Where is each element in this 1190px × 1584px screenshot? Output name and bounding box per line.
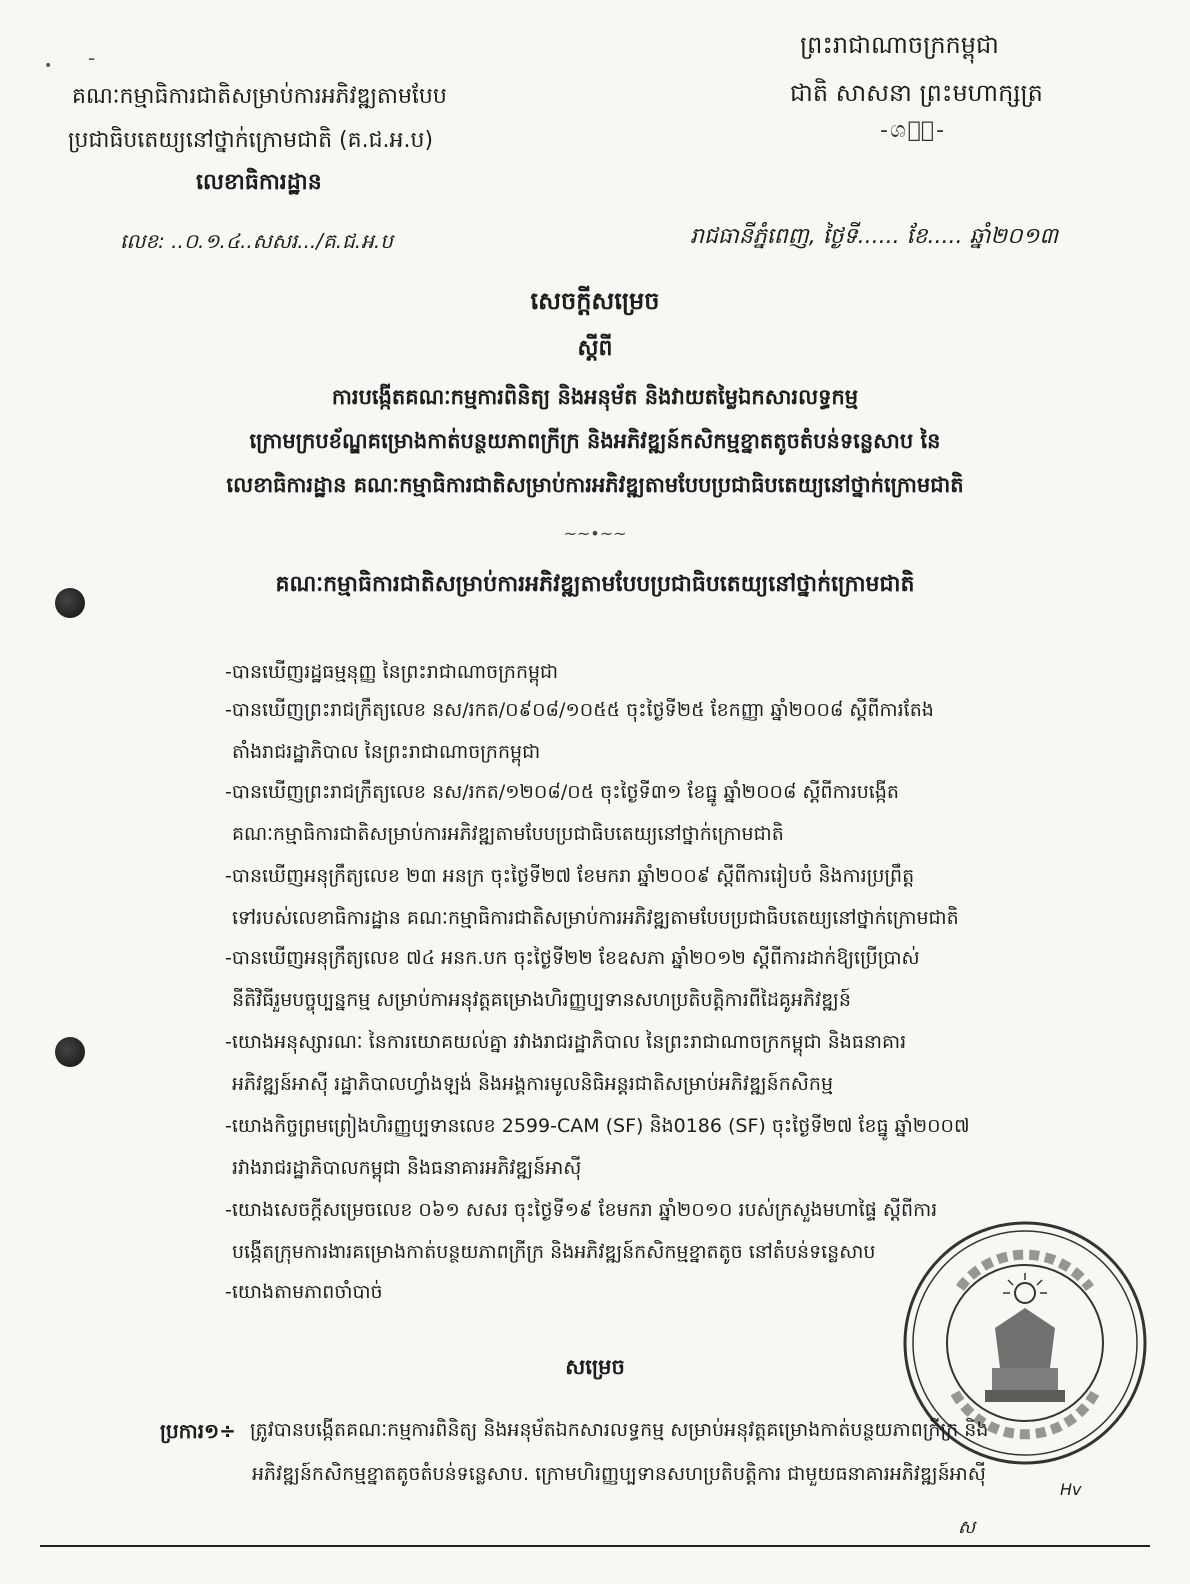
title-separator: ~~•~~ — [563, 524, 627, 543]
issuer-heading: គណៈកម្មាធិការជាតិសម្រាប់ការអភិវឌ្ឍតាមបែបប្រជាធិបតេយ្យនៅថ្នាក់ក្រោមជាតិ — [275, 572, 915, 597]
clause-line: ទៅរបស់លេខាធិការដ្ឋាន គណៈកម្មាធិការជាតិសម្រាប់ការអភិវឌ្ឍតាមបែបប្រជាធិបតេយ្យនៅថ្នាក់ក្រោមជាតិ — [232, 907, 959, 929]
clause-line: -បានឃើញរដ្ឋធម្មនុញ្ញ នៃព្រះរាជាណាចក្រកម្ពុជា — [225, 661, 559, 683]
clause-line: បង្កើតក្រុមការងារគម្រោងកាត់បន្ថយភាពក្រីក្រ និងអភិវឌ្ឍន៍កសិកម្មខ្នាតតូច នៅតំបន់ទន្លេសាប — [232, 1241, 876, 1263]
org-department: លេខាធិការដ្ឋាន — [196, 170, 322, 195]
clause-line: រវាងរាជរដ្ឋាភិបាលកម្ពុជា និងធនាគារអភិវឌ្ឍន៍អាស៊ី — [232, 1157, 582, 1179]
kingdom-heading: ព្រះរាជាណាចក្រកម្ពុជា — [800, 31, 999, 59]
clause-line: -បានឃើញព្រះរាជក្រឹត្យលេខ នស/រកត/១២០៨/០៥ ចុះថ្ងៃទី៣១ ខែធ្នូ ឆ្នាំ២០០៨ ស្តីពីការបង្កើត — [225, 781, 899, 803]
document-type-title: សេចក្តីសម្រេច — [530, 287, 660, 315]
clause-line: -បានឃើញព្រះរាជក្រឹត្យលេខ នស/រកត/០៩០៨/១០៥៥ ចុះថ្ងៃទី២៥ ខែកញ្ញា ឆ្នាំ២០០៨ ស្តីពីការតែង — [225, 699, 934, 721]
article-1-text-cont: អភិវឌ្ឍន៍កសិកម្មខ្នាតតូចតំបន់ទន្លេសាប. ក្រោមហិរញ្ញប្បទានសហប្រតិបត្តិការ ជាមួយធនាគារអភិវឌ្ឍន៍អាស៊ី — [252, 1463, 986, 1485]
scan-mark: - — [88, 46, 96, 70]
handwritten-initials: Hv — [1060, 1480, 1082, 1499]
org-name-line1: គណៈកម្មាធិការជាតិសម្រាប់ការអភិវឌ្ឍតាមបែប — [72, 84, 447, 109]
clause-line: -យោងកិច្ចព្រមព្រៀងហិរញ្ញប្បទានលេខ 2599-CAM (SF) និង0186 (SF) ចុះថ្ងៃទី២៧ ខែធ្នូ ឆ្នាំ២០០៧ — [225, 1115, 970, 1137]
clause-line: តាំងរាជរដ្ឋាភិបាល នៃព្រះរាជាណាចក្រកម្ពុជា — [232, 741, 541, 763]
subject-line-3: លេខាធិការដ្ឋាន គណៈកម្មាធិការជាតិសម្រាប់ការអភិវឌ្ឍតាមបែបប្រជាធិបតេយ្យនៅថ្នាក់ក្រោមជាតិ — [226, 473, 964, 497]
clause-line: អភិវឌ្ឍន៍អាស៊ី រដ្ឋាភិបាលហ្វាំងឡង់ និងអង្គការមូលនិធិអន្តរជាតិសម្រាប់អភិវឌ្ឍន៍កសិកម្ម — [232, 1073, 834, 1095]
handwritten-initials: ស — [958, 1517, 976, 1538]
ornament-divider: -ශ🟏ෳ- — [880, 118, 947, 143]
clause-line: -យោងសេចក្តីសម្រេចលេខ ០៦១ សសរ ចុះថ្ងៃទី១៩ ខែមករា ឆ្នាំ២០១០ របស់ក្រសួងមហាផ្ទៃ ស្តីពីការ — [225, 1199, 938, 1221]
punch-hole — [55, 1037, 85, 1067]
decision-heading: សម្រេច — [565, 1355, 625, 1379]
scan-mark: • — [44, 58, 53, 74]
article-1-text: ត្រូវបានបង្កើតគណៈកម្មការពិនិត្យ និងអនុម័តឯកសារលទ្ធកម្ម សម្រាប់អនុវត្តគម្រោងកាត់បន្ថយភាពក្រីក្រ និង — [250, 1419, 989, 1441]
subject-line-2: ក្រោមក្របខ័ណ្ឌគម្រោងកាត់បន្ថយភាពក្រីក្រ និងអភិវឌ្ឍន៍កសិកម្មខ្នាតតូចតំបន់ទន្លេសាប នៃ — [249, 429, 941, 453]
clause-line: -យោងតាមភាពចាំបាច់ — [225, 1281, 383, 1303]
footer-rule — [40, 1545, 1150, 1547]
clause-line: -បានឃើញអនុក្រឹត្យលេខ ២៣ អនក្រ ចុះថ្ងៃទី២៧ ខែមករា ឆ្នាំ២០០៩ ស្តីពីការរៀបចំ និងការប្រព្រឹត្ត — [225, 865, 915, 887]
clause-line: នីតិវិធីរួមបច្ចុប្បន្នកម្ម សម្រាប់កាអនុវត្តគម្រោងហិរញ្ញប្បទានសហប្រតិបត្តិការពីដៃគូអភិវឌ្ឍន៍ — [232, 989, 851, 1011]
subject-line-1: ការបង្កើតគណៈកម្មការពិនិត្យ និងអនុម័ត និងវាយតម្លៃឯកសារលទ្ធកម្ម — [331, 385, 859, 409]
clause-line: -បានឃើញអនុក្រឹត្យលេខ ៧៤ អនក.បក ចុះថ្ងៃទី២២ ខែឧសភា ឆ្នាំ២០១២ ស្តីពីការដាក់ឱ្យប្រើប្រាស់ — [225, 947, 920, 969]
clause-line: គណៈកម្មាធិការជាតិសម្រាប់ការអភិវឌ្ឍតាមបែបប្រជាធិបតេយ្យនៅថ្នាក់ក្រោមជាតិ — [232, 823, 784, 845]
national-motto: ជាតិ សាសនា ព្រះមហាក្សត្រ — [790, 79, 1043, 107]
document-date: រាជធានីភ្នំពេញ, ថ្ងៃទី...... ខែ..... ឆ្នាំ២០១៣ — [690, 224, 1059, 249]
org-name-line2: ប្រជាធិបតេយ្យនៅថ្នាក់ក្រោមជាតិ (គ.ជ.អ.ប) — [68, 128, 434, 153]
article-1-label: ប្រការ១÷ — [160, 1419, 236, 1443]
reference-number: លេខ: ..០.១.៤..សសរ.../គ.ជ.អ.ប — [120, 229, 393, 253]
clause-line: -យោងអនុស្សារណៈ នៃការយោគយល់គ្នា រវាងរាជរដ្ឋាភិបាល នៃព្រះរាជាណាចក្រកម្ពុជា និងធនាគារ — [225, 1031, 907, 1053]
about-label: ស្តីពី — [577, 336, 613, 361]
punch-hole — [55, 588, 85, 618]
